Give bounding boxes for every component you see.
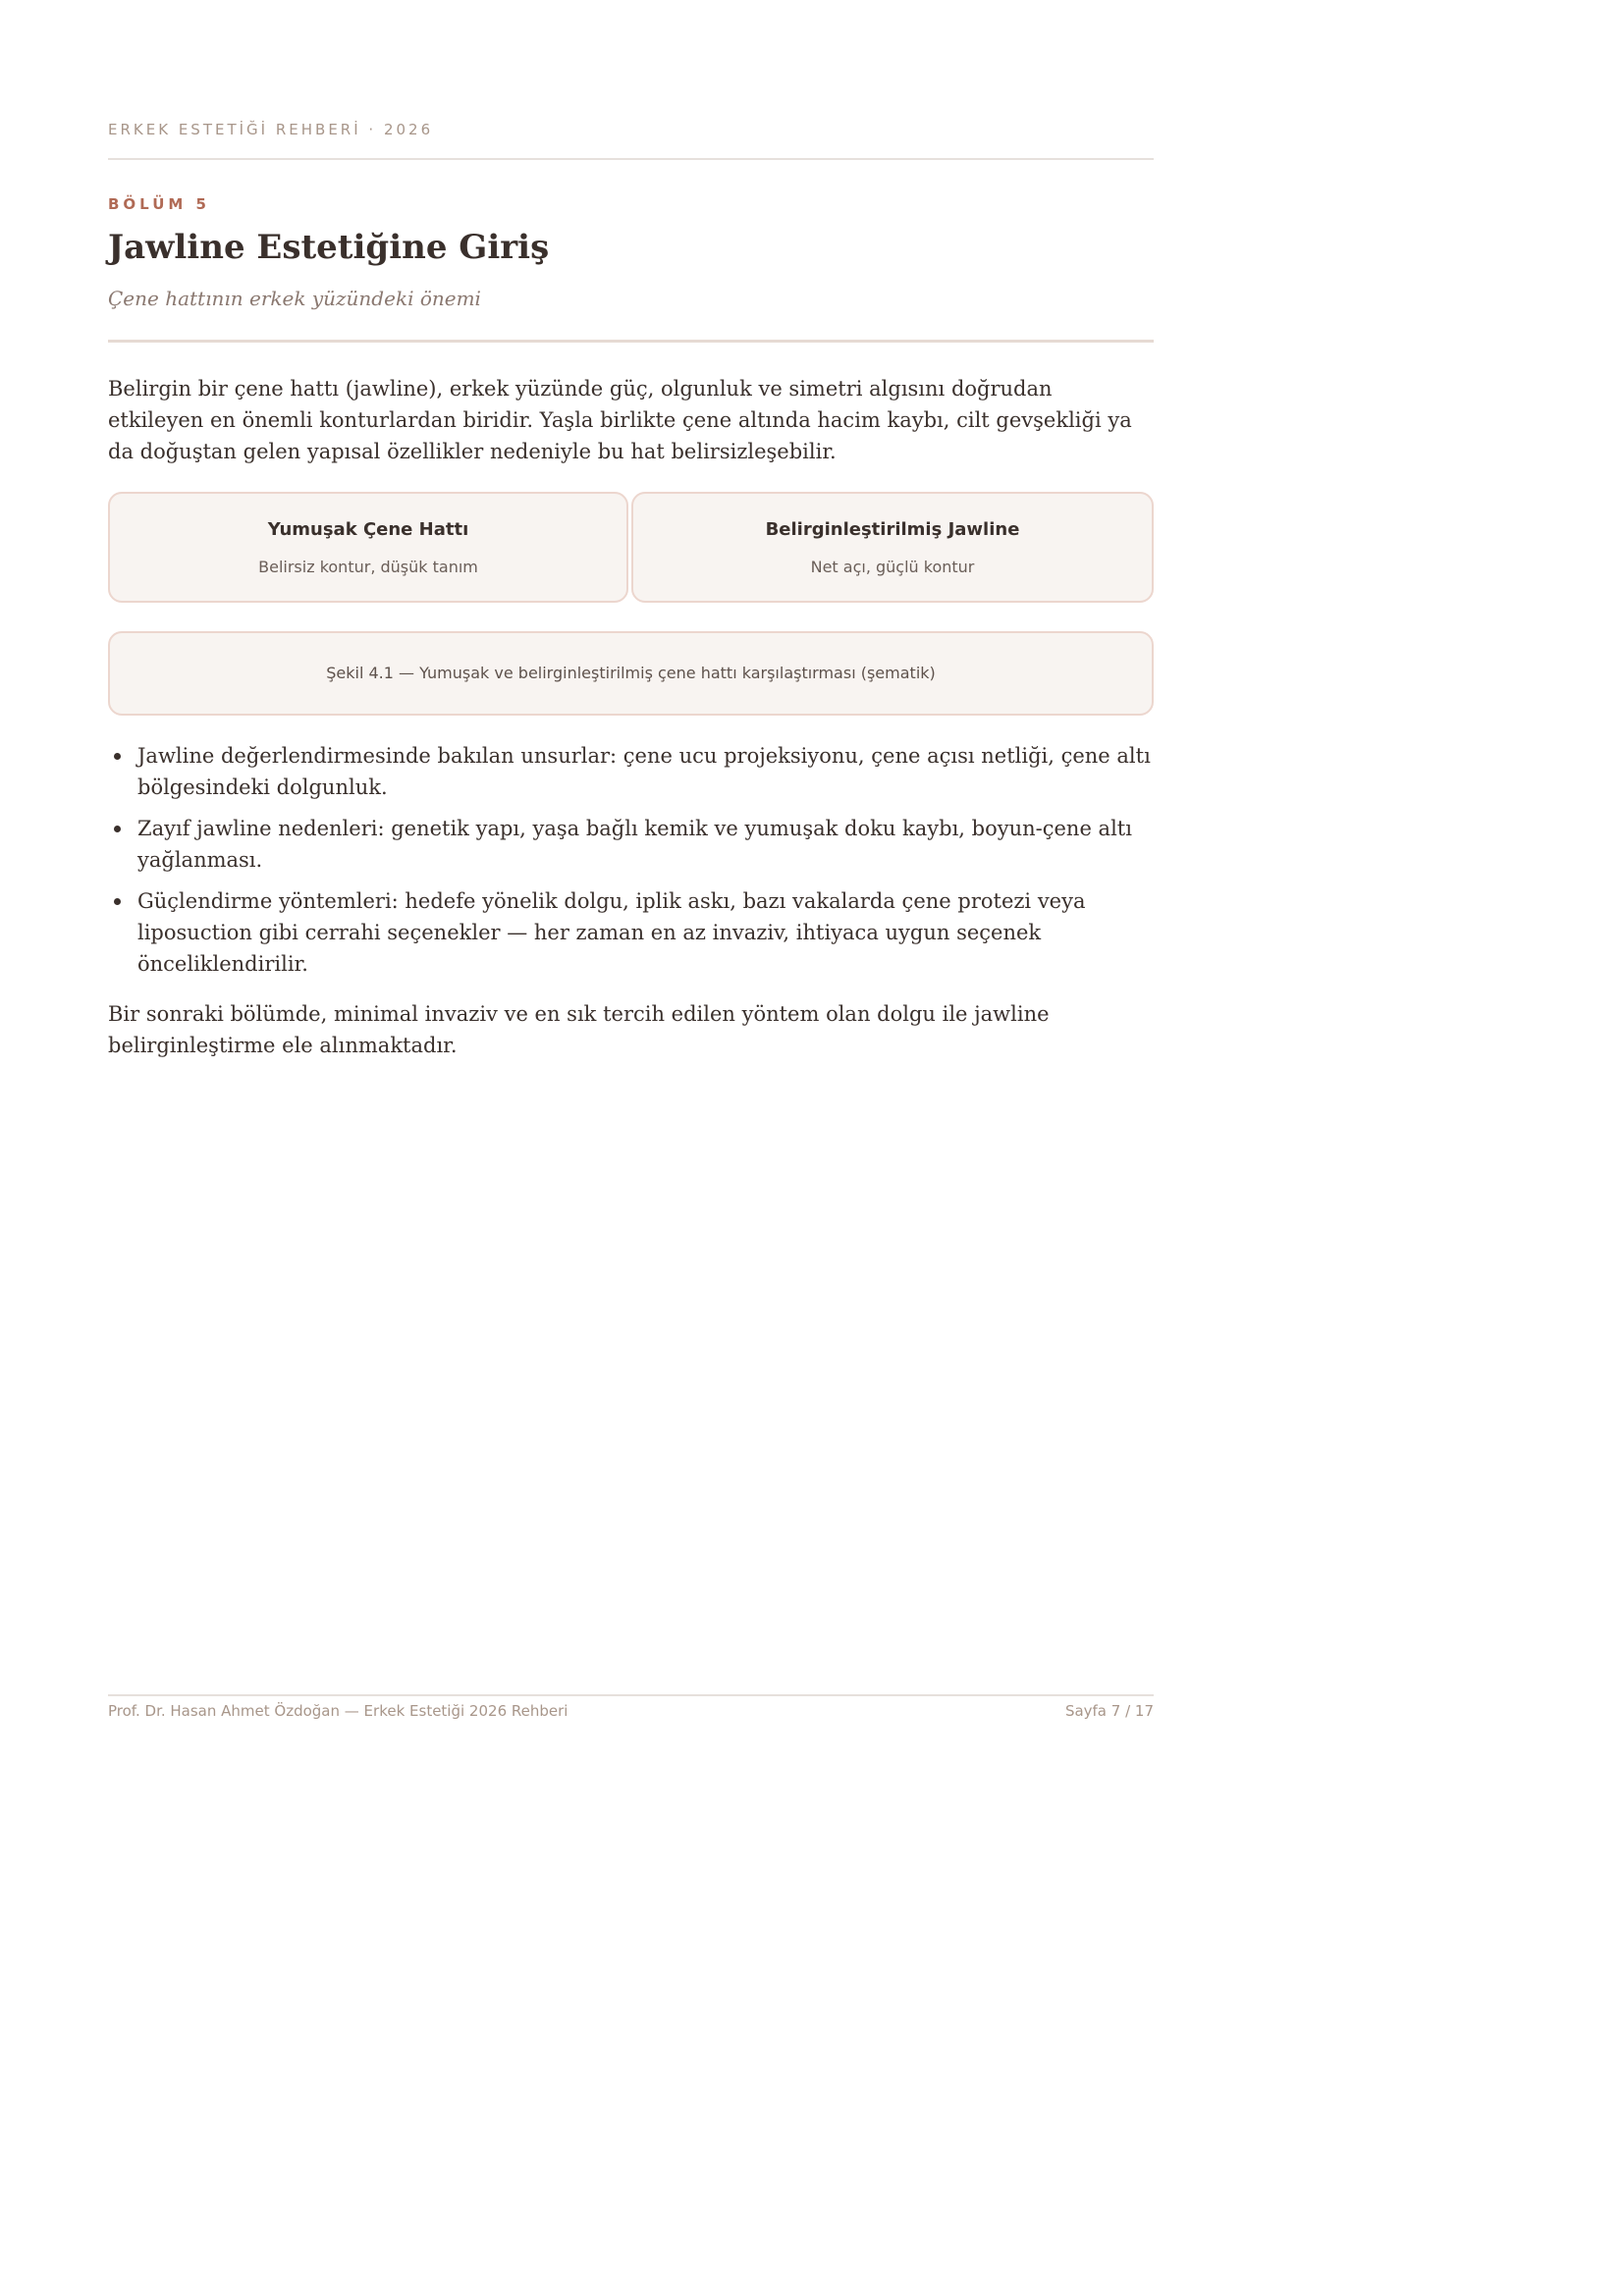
closing-paragraph: Bir sonraki bölümde, minimal invaziv ve en sık tercih edilen yöntem olan dolgu ile jawline belirginleştirme ele alınmaktadır. [108, 1002, 1050, 1057]
subtitle-divider [108, 340, 1154, 343]
card-description: Belirsiz kontur, düşük tanım [258, 558, 478, 576]
bullet-list [108, 740, 1154, 989]
footer-divider [108, 1694, 1154, 1696]
header-divider [108, 158, 1154, 160]
list-item: Zayıf jawline nedenleri: genetik yapı, yaşa bağlı kemik ve yumuşak doku kaybı, boyun-çene altı yağlanması. [108, 813, 1154, 876]
figure-caption-box [108, 631, 1154, 716]
list-item: Güçlendirme yöntemleri: hedefe yönelik dolgu, iplik askı, bazı vakalarda çene protezi veya liposuction gibi cerrahi seçenekler — her zaman en az invaziv, ihtiyaca uygun seçenek önceliklendirilir. [108, 885, 1154, 980]
page-number: Sayfa 7 / 17 [1064, 1702, 1154, 1720]
card-title: Yumuşak Çene Hattı [267, 519, 469, 540]
card-title: Belirginleştirilmiş Jawline [765, 519, 1020, 540]
chapter-label: BÖLÜM 5 [108, 195, 210, 213]
page-subtitle: Çene hattının erkek yüzündeki önemi [108, 287, 481, 310]
running-header: ERKEK ESTETİĞİ REHBERİ · 2026 [108, 121, 434, 138]
footer-author: Prof. Dr. Hasan Ahmet Özdoğan — Erkek Estetiği 2026 Rehberi [108, 1702, 568, 1720]
comparison-figure [108, 492, 1154, 607]
comparison-card-defined [631, 492, 1154, 603]
page-title: Jawline Estetiğine Giriş [108, 228, 550, 267]
intro-paragraph: Belirgin bir çene hattı (jawline), erkek yüzünde güç, olgunluk ve simetri algısını doğrudan etkileyen en önemli konturlardan biridir. Yaşla birlikte çene altında hacim kaybı, cilt gevşekliği ya da doğuştan gelen yapısal özellikler nedeniyle bu hat belirsizleşebilir. [108, 377, 1132, 463]
list-item: Jawline değerlendirmesinde bakılan unsurlar: çene ucu projeksiyonu, çene açısı netliği, çene altı bölgesindeki dolgunluk. [108, 740, 1154, 803]
comparison-card-soft [108, 492, 628, 603]
figure-caption: Şekil 4.1 — Yumuşak ve belirginleştirilmiş çene hattı karşılaştırması (şematik) [326, 664, 936, 682]
card-description: Net açı, güçlü kontur [810, 558, 975, 576]
